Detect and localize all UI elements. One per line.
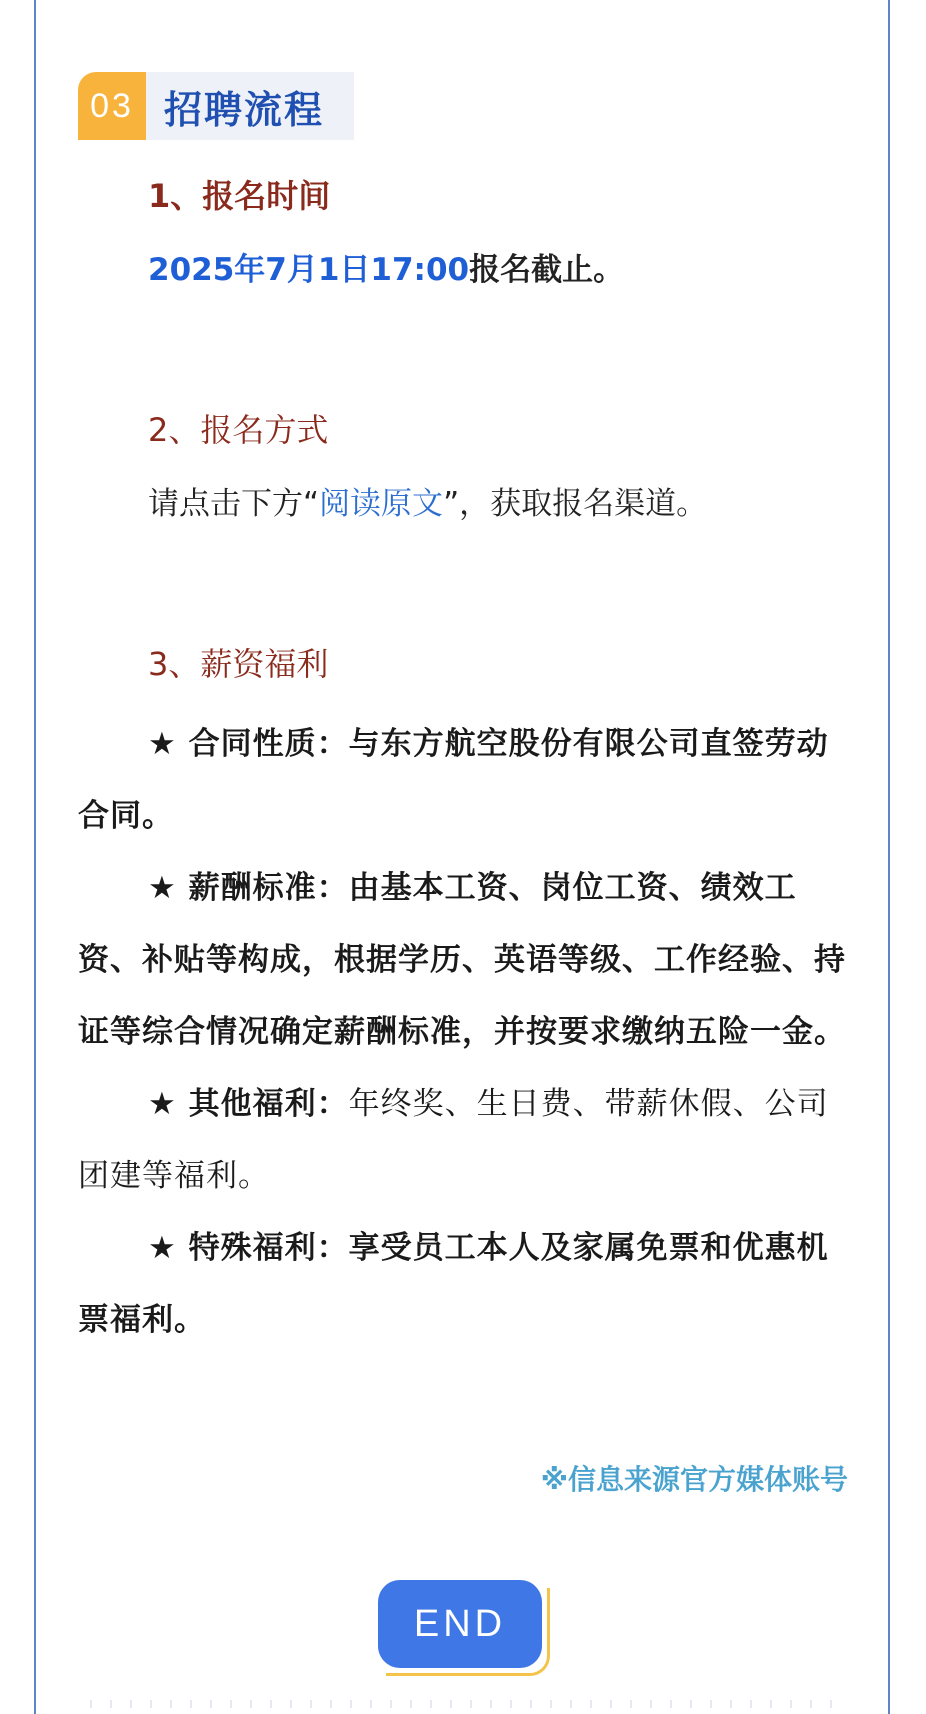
benefit-text: 与东方航空股份有限公司直签劳动合同。 [78,726,829,834]
star-icon: ★ [148,1230,177,1266]
section-title: 招聘流程 [146,72,354,140]
registration-deadline-line [78,224,848,316]
benefit-text: 年终奖、生日费、带薪休假、公司团建等福利。 [78,1086,829,1194]
source-note: ※信息来源官方媒体账号 [540,1463,848,1496]
benefit-item-salary [78,852,848,1068]
benefit-text: 享受员工本人及家属免票和优惠机票福利。 [78,1230,829,1338]
benefits-heading: 3、薪资福利 [148,645,329,683]
registration-deadline: 2025年7月1日17:00 [148,252,470,288]
article-content [78,168,848,1356]
registration-method-suffix: ”，获取报名渠道。 [443,486,708,522]
registration-time-heading: 1、报名时间 [148,177,331,215]
section-header [78,72,354,140]
benefit-item-special [78,1212,848,1356]
benefit-label: 合同性质： [188,726,349,762]
benefit-label: 特殊福利： [188,1230,349,1266]
benefit-label: 薪酬标准： [188,870,349,906]
registration-deadline-suffix: 报名截止。 [469,252,625,288]
star-icon: ★ [148,1086,177,1122]
benefit-text: 由基本工资、岗位工资、绩效工资、补贴等构成，根据学历、英语等级、工作经验、持证等综合情况确定薪酬标准，并按要求缴纳五险一金。 [78,870,846,1050]
end-label: END [378,1580,542,1668]
registration-method-line [78,458,848,550]
read-original-link[interactable]: 阅读原文 [319,486,444,522]
star-icon: ★ [148,870,177,906]
benefit-item-other [78,1068,848,1212]
registration-method-heading: 2、报名方式 [148,411,329,449]
end-marker [378,1580,550,1676]
section-number-badge: 03 [78,72,146,140]
registration-method-prefix: 请点击下方“ [148,486,320,522]
bottom-divider [90,1700,836,1708]
benefit-label: 其他福利： [188,1086,349,1122]
benefit-item-contract [78,708,848,852]
star-icon: ★ [148,726,177,762]
